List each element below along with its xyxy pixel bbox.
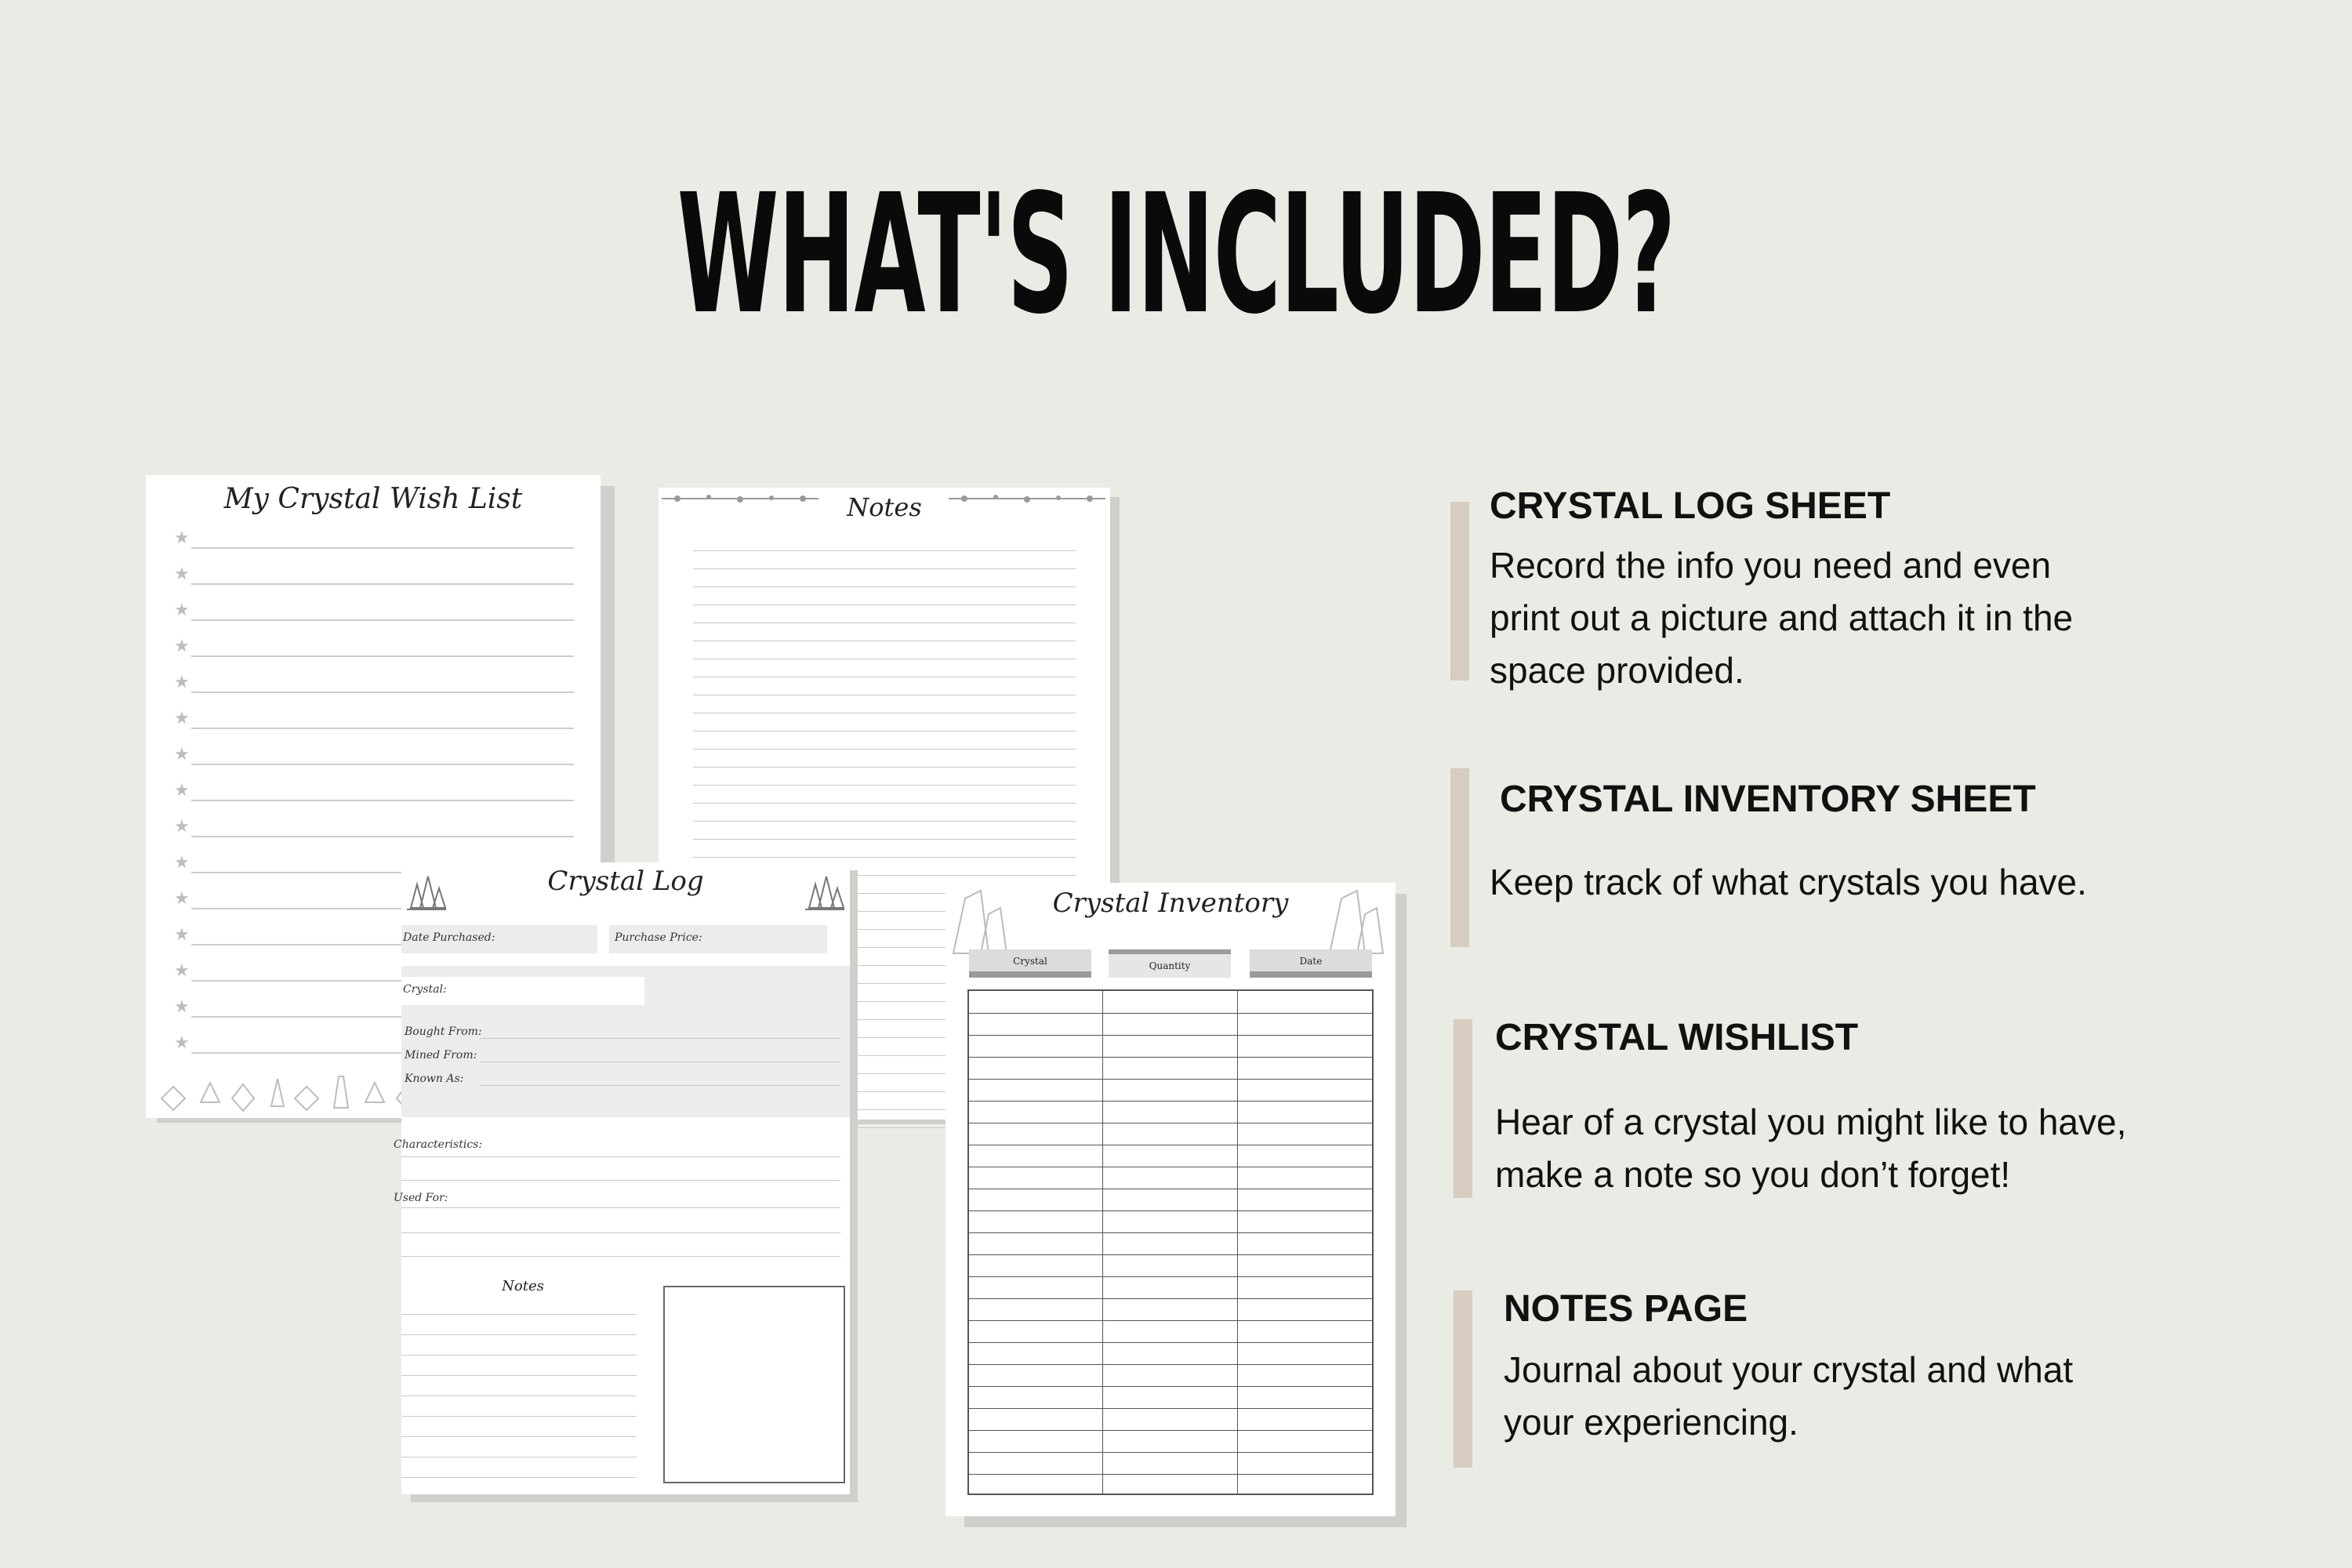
known-as-label: Known As: bbox=[405, 1073, 464, 1085]
notes-line bbox=[693, 857, 1076, 858]
log-notes-line bbox=[401, 1436, 637, 1437]
feature-bar-4 bbox=[1454, 1290, 1472, 1468]
feature-desc-inventory: Keep track of what crystals you have. bbox=[1490, 862, 2087, 902]
mined-from-label: Mined From: bbox=[405, 1049, 477, 1062]
star-icon: ★ bbox=[174, 637, 190, 656]
star-icon: ★ bbox=[174, 528, 190, 548]
star-icon: ★ bbox=[174, 673, 190, 692]
inventory-row-line bbox=[969, 1320, 1372, 1321]
inventory-col-date: Date bbox=[1250, 949, 1372, 978]
log-notes-line bbox=[401, 1416, 637, 1417]
wishlist-title: My Crystal Wish List bbox=[223, 483, 523, 515]
inventory-row-line bbox=[969, 1035, 1372, 1036]
inventory-title: Crystal Inventory bbox=[1052, 887, 1289, 919]
inventory-row-line bbox=[969, 1013, 1372, 1014]
star-icon: ★ bbox=[174, 889, 190, 909]
crystal-log-notes-heading: Notes bbox=[502, 1278, 544, 1294]
date-purchased-label: Date Purchased: bbox=[403, 931, 495, 944]
inventory-row-line bbox=[969, 1452, 1372, 1453]
inventory-col-quantity: Quantity bbox=[1109, 949, 1231, 978]
star-icon: ★ bbox=[174, 817, 190, 837]
inventory-row-line bbox=[969, 1101, 1372, 1102]
star-icon: ★ bbox=[174, 781, 190, 800]
star-icon: ★ bbox=[174, 997, 190, 1017]
page-title: WHAT'S INCLUDED? bbox=[677, 158, 1675, 350]
feature-title-wishlist: CRYSTAL WISHLIST bbox=[1495, 1017, 1859, 1058]
notes-line bbox=[693, 767, 1076, 768]
crystal-log-preview bbox=[394, 862, 850, 1494]
wishlist-line bbox=[191, 583, 574, 585]
characteristics-label: Characteristics: bbox=[394, 1138, 483, 1151]
inventory-row-line bbox=[969, 1232, 1372, 1233]
notes-line bbox=[693, 803, 1076, 804]
used-for-label: Used For: bbox=[394, 1192, 448, 1204]
inventory-row-line bbox=[969, 1474, 1372, 1475]
notes-line bbox=[693, 550, 1076, 551]
wishlist-line bbox=[191, 619, 574, 621]
star-icon: ★ bbox=[174, 853, 190, 873]
wishlist-line bbox=[191, 655, 574, 657]
wishlist-line bbox=[191, 691, 574, 693]
log-notes-line bbox=[401, 1314, 637, 1315]
star-icon: ★ bbox=[174, 1033, 190, 1053]
feature-desc-wishlist: Hear of a crystal you might like to have, make a note so you don’t forget! bbox=[1495, 1102, 2127, 1195]
star-icon: ★ bbox=[174, 709, 190, 728]
feature-title-log: CRYSTAL LOG SHEET bbox=[1490, 485, 1891, 527]
notes-line bbox=[693, 622, 1076, 623]
wishlist-line bbox=[191, 836, 574, 837]
star-icon: ★ bbox=[174, 601, 190, 620]
inventory-row-line bbox=[969, 1210, 1372, 1211]
inventory-row-line bbox=[969, 1079, 1372, 1080]
notes-line bbox=[693, 604, 1076, 605]
feature-title-notes: NOTES PAGE bbox=[1504, 1288, 1748, 1330]
inventory-row-line bbox=[969, 1342, 1372, 1343]
notes-title: Notes bbox=[847, 492, 922, 522]
star-icon: ★ bbox=[174, 745, 190, 764]
inventory-row-line bbox=[969, 1254, 1372, 1255]
feature-bar-1 bbox=[1450, 502, 1469, 681]
star-icon: ★ bbox=[174, 564, 190, 584]
log-notes-line bbox=[401, 1375, 637, 1376]
log-notes-line bbox=[401, 1477, 637, 1478]
feature-bar-3 bbox=[1454, 1019, 1472, 1198]
wishlist-line bbox=[191, 728, 574, 729]
notes-line bbox=[693, 586, 1076, 587]
notes-line bbox=[693, 839, 1076, 840]
log-notes-line bbox=[401, 1334, 637, 1335]
wishlist-line bbox=[191, 764, 574, 765]
feature-desc-notes: Journal about your crystal and what your experiencing. bbox=[1504, 1349, 2074, 1443]
log-notes-line bbox=[401, 1355, 637, 1356]
purchase-price-label: Purchase Price: bbox=[615, 931, 702, 944]
star-icon: ★ bbox=[174, 961, 190, 981]
inventory-row-line bbox=[969, 1057, 1372, 1058]
crystal-log-title: Crystal Log bbox=[547, 866, 704, 897]
inventory-col-line bbox=[1237, 991, 1238, 1494]
crystal-label: Crystal: bbox=[403, 983, 447, 996]
notes-line bbox=[693, 785, 1076, 786]
notes-line bbox=[693, 821, 1076, 822]
inventory-col-line bbox=[1102, 991, 1103, 1494]
notes-line bbox=[693, 749, 1076, 750]
wishlist-line bbox=[191, 547, 574, 549]
feature-desc-log: Record the info you need and even print out a picture and attach it in the space provided. bbox=[1490, 545, 2074, 691]
inventory-table bbox=[967, 989, 1374, 1495]
bought-from-label: Bought From: bbox=[405, 1025, 482, 1038]
inventory-row-line bbox=[969, 1408, 1372, 1409]
photo-box bbox=[663, 1286, 845, 1483]
star-icon: ★ bbox=[174, 925, 190, 945]
inventory-row-line bbox=[969, 1386, 1372, 1387]
inventory-row-line bbox=[969, 1430, 1372, 1431]
inventory-col-crystal: Crystal bbox=[969, 949, 1091, 978]
feature-bar-2 bbox=[1450, 768, 1469, 947]
wishlist-line bbox=[191, 800, 574, 801]
inventory-row-line bbox=[969, 1298, 1372, 1299]
notes-line bbox=[693, 568, 1076, 569]
inventory-row-line bbox=[969, 1364, 1372, 1365]
feature-title-inventory: CRYSTAL INVENTORY SHEET bbox=[1500, 779, 2036, 820]
inventory-row-line bbox=[969, 1276, 1372, 1277]
